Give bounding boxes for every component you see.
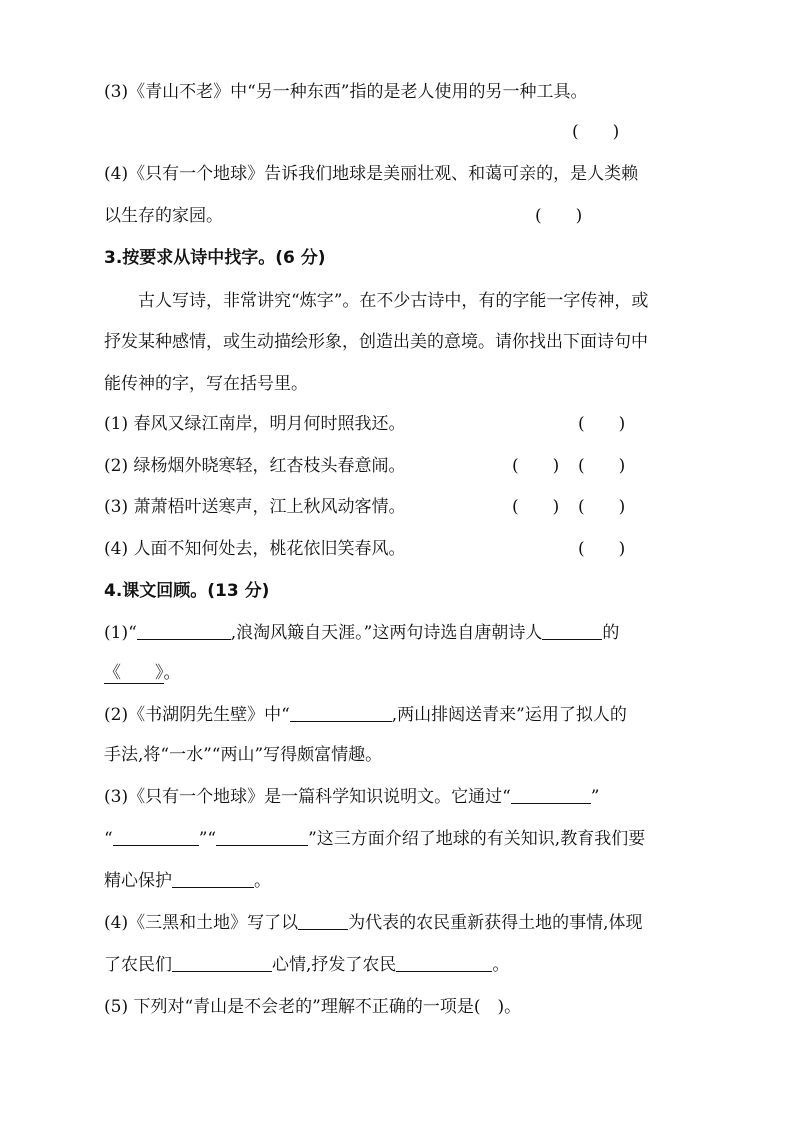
q4-item-1-blank-verse[interactable] xyxy=(137,621,231,640)
q4-item-2-blank-verse[interactable] xyxy=(290,703,392,722)
q4-item-4-line-2 xyxy=(104,953,509,977)
q3-intro-line-2: 抒发某种感情，或生动描绘形象，创造出美的意境。请你找出下面诗句中 xyxy=(104,332,648,352)
q4-item-3-blank-aspect-1[interactable] xyxy=(511,785,591,804)
q3-item-3-answer-paren-a[interactable]: ( ) xyxy=(512,497,560,517)
q4-item-3-line-1 xyxy=(104,785,599,809)
q2-item-3-answer-paren[interactable]: ( ) xyxy=(572,122,620,142)
q4-item-5: (5) 下列对“青山是不会老的”理解不正确的一项是( )。 xyxy=(104,997,522,1017)
q4-item-2-line-1 xyxy=(104,703,627,727)
q4-item-1-line-1 xyxy=(104,621,619,645)
q4-item-1-text: ,浪淘风簸自天涯。”这两句诗选自唐朝诗人 xyxy=(230,623,543,643)
q4-item-4-prefix: (4)《三黑和土地》写了以 xyxy=(104,913,299,933)
q3-item-1-answer-paren[interactable]: ( ) xyxy=(578,414,626,434)
q4-item-3-quote-open: “ xyxy=(104,829,113,849)
q3-item-4-answer-paren[interactable]: ( ) xyxy=(578,539,626,559)
q4-item-3-line-3 xyxy=(104,869,271,893)
q4-item-3-blank-aspect-3[interactable] xyxy=(216,827,308,846)
q4-item-4-blank-person[interactable] xyxy=(298,911,348,930)
q4-item-1-blank-poet[interactable] xyxy=(542,621,602,640)
q2-item-3: (3)《青山不老》中“另一种东西”指的是老人使用的另一种工具。 xyxy=(104,82,588,102)
q2-item-4-line-2: 以生存的家园。 xyxy=(104,206,223,226)
q3-poem-item-1: (1) 春风又绿江南岸，明月何时照我还。 xyxy=(104,414,406,434)
q4-item-3-quote-mid: ”“ xyxy=(198,829,217,849)
q4-item-3-protect: 精心保护 xyxy=(104,871,172,891)
q4-item-3-line-2 xyxy=(104,827,645,851)
q4-item-4-farmers: 了农民们 xyxy=(104,955,172,975)
q3-poem-item-4: (4) 人面不知何处去，桃花依旧笑春风。 xyxy=(104,539,406,559)
q4-item-3-quote-close: ” xyxy=(590,787,600,807)
q4-item-4-text: 为代表的农民重新获得土地的事情,体现 xyxy=(348,913,643,933)
q2-item-4-line-1: (4)《只有一个地球》告诉我们地球是美丽壮观、和蔼可亲的，是人类赖 xyxy=(104,164,639,184)
q4-item-1-de: 的 xyxy=(602,623,620,643)
q2-item-4-answer-paren[interactable]: ( ) xyxy=(535,206,583,226)
q4-item-1-prefix: (1)“ xyxy=(104,623,137,643)
q3-intro-line-3: 能传神的字，写在括号里。 xyxy=(104,374,308,394)
q4-item-3-text: ”这三方面介绍了地球的有关知识,教育我们要 xyxy=(308,829,646,849)
q3-poem-item-3: (3) 萧萧梧叶送寒声，江上秋风动客情。 xyxy=(104,497,406,517)
q4-heading: 4.课文回顾。(13 分) xyxy=(104,581,270,601)
q3-item-2-answer-paren-b[interactable]: ( ) xyxy=(578,456,626,476)
q4-item-3-prefix: (3)《只有一个地球》是一篇科学知识说明文。它通过“ xyxy=(104,787,511,807)
q3-item-2-answer-paren-a[interactable]: ( ) xyxy=(512,456,560,476)
q4-item-3-end: 。 xyxy=(254,871,271,891)
q4-item-3-blank-aspect-2[interactable] xyxy=(113,827,199,846)
q4-item-1-line-2 xyxy=(104,661,181,685)
q4-item-3-blank-protect[interactable] xyxy=(172,869,254,888)
q3-poem-item-2: (2) 绿杨烟外晓寒轻，红杏枝头春意闹。 xyxy=(104,456,406,476)
q4-item-4-end: 。 xyxy=(492,955,510,975)
q4-item-4-line-1 xyxy=(104,911,643,935)
q4-item-1-end: 。 xyxy=(163,663,181,683)
q4-item-4-blank-mood[interactable] xyxy=(172,953,272,972)
q4-item-2-line-2: 手法,将“一水”“两山”写得颇富情趣。 xyxy=(104,745,383,765)
q4-item-2-text: ,两山排闼送青来”运用了拟人的 xyxy=(391,705,627,725)
q3-item-3-answer-paren-b[interactable]: ( ) xyxy=(578,497,626,517)
q4-item-4-text-2: 心情,抒发了农民 xyxy=(272,955,397,975)
q4-item-4-blank-feeling[interactable] xyxy=(396,953,492,972)
q4-item-2-prefix: (2)《书湖阴先生壁》中“ xyxy=(104,705,290,725)
q4-item-1-blank-title[interactable]: 《 》 xyxy=(104,663,164,683)
q3-intro-line-1: 古人写诗，非常讲究“炼字”。在不少古诗中，有的字能一字传神，或 xyxy=(138,291,649,311)
q3-heading: 3.按要求从诗中找字。(6 分) xyxy=(104,248,326,268)
